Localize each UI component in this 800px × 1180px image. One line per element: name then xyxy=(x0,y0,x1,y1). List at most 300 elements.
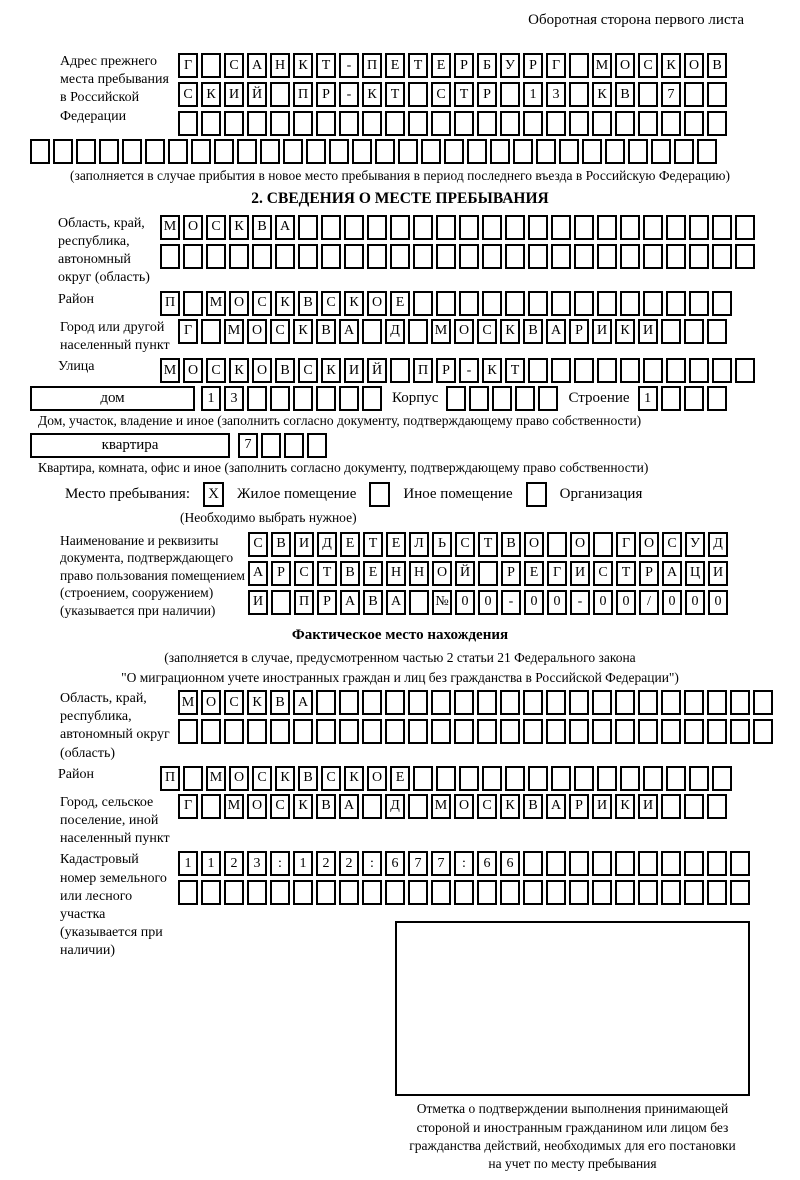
char-cell[interactable] xyxy=(574,358,594,383)
char-cell[interactable] xyxy=(523,851,543,876)
char-cell[interactable]: И xyxy=(224,82,244,107)
char-cell[interactable]: С xyxy=(206,215,226,240)
char-cell[interactable]: И xyxy=(294,532,314,557)
char-cell[interactable]: 0 xyxy=(708,590,728,615)
char-cell[interactable] xyxy=(271,590,291,615)
char-cell[interactable] xyxy=(592,880,612,905)
char-cell[interactable]: В xyxy=(252,215,272,240)
char-cell[interactable] xyxy=(712,766,732,791)
char-cell[interactable] xyxy=(367,244,387,269)
char-cell[interactable]: С xyxy=(477,319,497,344)
checkbox-residential[interactable]: X xyxy=(203,482,224,507)
char-cell[interactable]: П xyxy=(293,82,313,107)
char-cell[interactable]: 2 xyxy=(224,851,244,876)
char-cell[interactable] xyxy=(582,139,602,164)
char-cell[interactable] xyxy=(546,111,566,136)
char-cell[interactable] xyxy=(546,880,566,905)
char-cell[interactable] xyxy=(661,719,681,744)
char-cell[interactable]: К xyxy=(500,319,520,344)
char-cell[interactable] xyxy=(643,358,663,383)
char-cell[interactable] xyxy=(390,358,410,383)
char-cell[interactable] xyxy=(270,880,290,905)
char-cell[interactable] xyxy=(247,719,267,744)
char-cell[interactable] xyxy=(569,851,589,876)
char-cell[interactable]: В xyxy=(523,319,543,344)
char-cell[interactable] xyxy=(661,386,681,411)
char-cell[interactable]: К xyxy=(247,690,267,715)
char-cell[interactable] xyxy=(569,880,589,905)
char-cell[interactable]: А xyxy=(386,590,406,615)
char-cell[interactable]: Н xyxy=(386,561,406,586)
char-cell[interactable]: О xyxy=(247,794,267,819)
char-cell[interactable]: Г xyxy=(547,561,567,586)
char-cell[interactable]: И xyxy=(708,561,728,586)
char-cell[interactable]: Д xyxy=(385,794,405,819)
char-cell[interactable]: И xyxy=(248,590,268,615)
char-cell[interactable] xyxy=(707,851,727,876)
char-cell[interactable]: М xyxy=(592,53,612,78)
char-cell[interactable] xyxy=(275,244,295,269)
char-cell[interactable] xyxy=(546,719,566,744)
char-cell[interactable] xyxy=(339,719,359,744)
char-cell[interactable] xyxy=(398,139,418,164)
char-cell[interactable] xyxy=(551,291,571,316)
char-cell[interactable] xyxy=(523,690,543,715)
char-cell[interactable]: Р xyxy=(523,53,543,78)
char-cell[interactable] xyxy=(270,719,290,744)
char-cell[interactable] xyxy=(574,766,594,791)
char-cell[interactable]: - xyxy=(339,82,359,107)
char-cell[interactable] xyxy=(385,111,405,136)
char-cell[interactable] xyxy=(316,719,336,744)
char-cell[interactable]: Г xyxy=(178,53,198,78)
char-cell[interactable]: Й xyxy=(367,358,387,383)
char-cell[interactable]: С xyxy=(206,358,226,383)
char-cell[interactable] xyxy=(666,358,686,383)
char-cell[interactable] xyxy=(523,111,543,136)
char-cell[interactable] xyxy=(454,111,474,136)
char-cell[interactable] xyxy=(293,386,313,411)
char-cell[interactable] xyxy=(684,111,704,136)
char-cell[interactable]: К xyxy=(592,82,612,107)
char-cell[interactable] xyxy=(490,139,510,164)
char-cell[interactable]: Г xyxy=(178,319,198,344)
char-cell[interactable]: Т xyxy=(363,532,383,557)
char-cell[interactable]: С xyxy=(593,561,613,586)
char-cell[interactable] xyxy=(638,851,658,876)
char-cell[interactable]: - xyxy=(339,53,359,78)
char-cell[interactable] xyxy=(707,82,727,107)
char-cell[interactable] xyxy=(666,291,686,316)
char-cell[interactable] xyxy=(592,719,612,744)
char-cell[interactable] xyxy=(753,719,773,744)
char-cell[interactable]: У xyxy=(500,53,520,78)
char-cell[interactable]: - xyxy=(501,590,521,615)
char-cell[interactable] xyxy=(201,319,221,344)
char-cell[interactable] xyxy=(500,111,520,136)
char-cell[interactable] xyxy=(643,244,663,269)
char-cell[interactable]: А xyxy=(546,794,566,819)
char-cell[interactable] xyxy=(666,244,686,269)
char-cell[interactable]: И xyxy=(638,319,658,344)
char-cell[interactable] xyxy=(76,139,96,164)
char-cell[interactable]: М xyxy=(224,794,244,819)
char-cell[interactable] xyxy=(505,291,525,316)
char-cell[interactable] xyxy=(339,690,359,715)
char-cell[interactable] xyxy=(735,215,755,240)
char-cell[interactable] xyxy=(536,139,556,164)
char-cell[interactable] xyxy=(270,111,290,136)
char-cell[interactable]: Р xyxy=(317,590,337,615)
char-cell[interactable] xyxy=(528,358,548,383)
char-cell[interactable]: С xyxy=(252,766,272,791)
char-cell[interactable] xyxy=(569,690,589,715)
char-cell[interactable] xyxy=(178,719,198,744)
char-cell[interactable] xyxy=(482,244,502,269)
char-cell[interactable] xyxy=(306,139,326,164)
char-cell[interactable] xyxy=(408,794,428,819)
char-cell[interactable]: П xyxy=(413,358,433,383)
char-cell[interactable] xyxy=(431,690,451,715)
char-cell[interactable] xyxy=(247,386,267,411)
char-cell[interactable] xyxy=(229,244,249,269)
char-cell[interactable] xyxy=(362,319,382,344)
char-cell[interactable] xyxy=(730,690,750,715)
char-cell[interactable] xyxy=(689,358,709,383)
apartment-field-box[interactable]: квартира xyxy=(30,433,230,458)
char-cell[interactable]: И xyxy=(638,794,658,819)
char-cell[interactable]: Г xyxy=(616,532,636,557)
char-cell[interactable] xyxy=(362,880,382,905)
char-cell[interactable] xyxy=(528,244,548,269)
char-cell[interactable]: П xyxy=(160,291,180,316)
char-cell[interactable] xyxy=(689,215,709,240)
char-cell[interactable] xyxy=(270,386,290,411)
char-cell[interactable]: М xyxy=(160,358,180,383)
char-cell[interactable]: А xyxy=(275,215,295,240)
char-cell[interactable]: Ь xyxy=(432,532,452,557)
char-cell[interactable] xyxy=(482,766,502,791)
char-cell[interactable]: Р xyxy=(436,358,456,383)
char-cell[interactable]: К xyxy=(229,358,249,383)
char-cell[interactable]: 0 xyxy=(685,590,705,615)
char-cell[interactable] xyxy=(408,719,428,744)
char-cell[interactable] xyxy=(201,880,221,905)
char-cell[interactable]: С xyxy=(178,82,198,107)
char-cell[interactable] xyxy=(689,291,709,316)
char-cell[interactable] xyxy=(730,880,750,905)
char-cell[interactable]: К xyxy=(615,319,635,344)
char-cell[interactable] xyxy=(735,244,755,269)
char-cell[interactable] xyxy=(547,532,567,557)
char-cell[interactable]: С xyxy=(321,291,341,316)
char-cell[interactable]: С xyxy=(431,82,451,107)
char-cell[interactable] xyxy=(408,880,428,905)
char-cell[interactable]: М xyxy=(224,319,244,344)
char-cell[interactable]: Е xyxy=(390,291,410,316)
char-cell[interactable]: О xyxy=(454,319,474,344)
char-cell[interactable]: В xyxy=(298,766,318,791)
char-cell[interactable]: Й xyxy=(455,561,475,586)
char-cell[interactable] xyxy=(375,139,395,164)
char-cell[interactable] xyxy=(390,244,410,269)
char-cell[interactable] xyxy=(513,139,533,164)
char-cell[interactable] xyxy=(651,139,671,164)
char-cell[interactable]: Т xyxy=(505,358,525,383)
char-cell[interactable] xyxy=(413,291,433,316)
char-cell[interactable]: В xyxy=(316,794,336,819)
char-cell[interactable]: К xyxy=(229,215,249,240)
char-cell[interactable]: Т xyxy=(478,532,498,557)
char-cell[interactable] xyxy=(505,244,525,269)
char-cell[interactable]: : xyxy=(270,851,290,876)
char-cell[interactable] xyxy=(661,319,681,344)
char-cell[interactable]: 0 xyxy=(455,590,475,615)
char-cell[interactable] xyxy=(615,690,635,715)
char-cell[interactable] xyxy=(408,82,428,107)
char-cell[interactable] xyxy=(454,880,474,905)
char-cell[interactable]: Р xyxy=(569,319,589,344)
char-cell[interactable]: А xyxy=(247,53,267,78)
char-cell[interactable]: В xyxy=(316,319,336,344)
char-cell[interactable] xyxy=(569,719,589,744)
checkbox-other-premises[interactable] xyxy=(369,482,390,507)
char-cell[interactable] xyxy=(684,319,704,344)
char-cell[interactable]: Ц xyxy=(685,561,705,586)
char-cell[interactable] xyxy=(574,244,594,269)
char-cell[interactable]: Г xyxy=(546,53,566,78)
char-cell[interactable]: О xyxy=(201,690,221,715)
char-cell[interactable]: 6 xyxy=(477,851,497,876)
char-cell[interactable] xyxy=(409,590,429,615)
char-cell[interactable]: № xyxy=(432,590,452,615)
char-cell[interactable] xyxy=(201,53,221,78)
char-cell[interactable]: О xyxy=(247,319,267,344)
char-cell[interactable]: Л xyxy=(409,532,429,557)
char-cell[interactable] xyxy=(500,719,520,744)
char-cell[interactable]: В xyxy=(363,590,383,615)
char-cell[interactable]: С xyxy=(270,794,290,819)
char-cell[interactable] xyxy=(620,215,640,240)
char-cell[interactable] xyxy=(523,880,543,905)
char-cell[interactable]: У xyxy=(685,532,705,557)
char-cell[interactable] xyxy=(408,319,428,344)
char-cell[interactable] xyxy=(362,794,382,819)
char-cell[interactable] xyxy=(593,532,613,557)
char-cell[interactable] xyxy=(684,794,704,819)
char-cell[interactable]: К xyxy=(293,794,313,819)
char-cell[interactable] xyxy=(459,766,479,791)
char-cell[interactable] xyxy=(444,139,464,164)
char-cell[interactable]: М xyxy=(160,215,180,240)
char-cell[interactable]: О xyxy=(639,532,659,557)
char-cell[interactable]: К xyxy=(321,358,341,383)
char-cell[interactable] xyxy=(260,139,280,164)
char-cell[interactable] xyxy=(467,139,487,164)
char-cell[interactable] xyxy=(638,880,658,905)
char-cell[interactable] xyxy=(477,111,497,136)
char-cell[interactable]: 3 xyxy=(247,851,267,876)
char-cell[interactable] xyxy=(178,111,198,136)
char-cell[interactable]: В xyxy=(298,291,318,316)
char-cell[interactable] xyxy=(615,851,635,876)
char-cell[interactable] xyxy=(538,386,558,411)
char-cell[interactable]: Т xyxy=(317,561,337,586)
char-cell[interactable] xyxy=(237,139,257,164)
char-cell[interactable]: А xyxy=(546,319,566,344)
char-cell[interactable]: Н xyxy=(270,53,290,78)
char-cell[interactable]: К xyxy=(293,319,313,344)
char-cell[interactable]: 1 xyxy=(201,851,221,876)
char-cell[interactable] xyxy=(707,794,727,819)
char-cell[interactable]: Г xyxy=(178,794,198,819)
char-cell[interactable]: О xyxy=(524,532,544,557)
char-cell[interactable]: О xyxy=(183,358,203,383)
char-cell[interactable]: 1 xyxy=(201,386,221,411)
char-cell[interactable] xyxy=(620,244,640,269)
char-cell[interactable]: - xyxy=(570,590,590,615)
char-cell[interactable]: М xyxy=(206,766,226,791)
char-cell[interactable] xyxy=(707,880,727,905)
char-cell[interactable] xyxy=(145,139,165,164)
char-cell[interactable]: О xyxy=(229,291,249,316)
char-cell[interactable] xyxy=(707,386,727,411)
char-cell[interactable] xyxy=(707,319,727,344)
char-cell[interactable] xyxy=(559,139,579,164)
char-cell[interactable]: 7 xyxy=(238,433,258,458)
char-cell[interactable] xyxy=(505,215,525,240)
char-cell[interactable]: А xyxy=(339,319,359,344)
char-cell[interactable]: Б xyxy=(477,53,497,78)
char-cell[interactable] xyxy=(684,880,704,905)
char-cell[interactable]: К xyxy=(344,291,364,316)
char-cell[interactable] xyxy=(638,719,658,744)
char-cell[interactable] xyxy=(201,111,221,136)
char-cell[interactable] xyxy=(712,215,732,240)
char-cell[interactable]: В xyxy=(523,794,543,819)
char-cell[interactable] xyxy=(500,82,520,107)
char-cell[interactable] xyxy=(431,719,451,744)
char-cell[interactable]: Т xyxy=(454,82,474,107)
char-cell[interactable]: В xyxy=(501,532,521,557)
char-cell[interactable]: Т xyxy=(408,53,428,78)
char-cell[interactable] xyxy=(528,215,548,240)
char-cell[interactable] xyxy=(293,111,313,136)
char-cell[interactable] xyxy=(344,215,364,240)
char-cell[interactable] xyxy=(482,291,502,316)
char-cell[interactable] xyxy=(569,111,589,136)
char-cell[interactable] xyxy=(707,719,727,744)
char-cell[interactable]: В xyxy=(271,532,291,557)
char-cell[interactable]: Е xyxy=(363,561,383,586)
char-cell[interactable] xyxy=(753,690,773,715)
char-cell[interactable]: 3 xyxy=(546,82,566,107)
char-cell[interactable]: Д xyxy=(317,532,337,557)
char-cell[interactable] xyxy=(362,386,382,411)
char-cell[interactable]: Р xyxy=(477,82,497,107)
char-cell[interactable] xyxy=(201,794,221,819)
char-cell[interactable] xyxy=(482,215,502,240)
char-cell[interactable] xyxy=(283,139,303,164)
char-cell[interactable] xyxy=(551,215,571,240)
char-cell[interactable] xyxy=(206,244,226,269)
char-cell[interactable] xyxy=(160,244,180,269)
char-cell[interactable] xyxy=(53,139,73,164)
char-cell[interactable] xyxy=(247,111,267,136)
char-cell[interactable]: Т xyxy=(316,53,336,78)
char-cell[interactable] xyxy=(684,851,704,876)
char-cell[interactable] xyxy=(362,111,382,136)
char-cell[interactable]: 0 xyxy=(478,590,498,615)
char-cell[interactable]: Е xyxy=(385,53,405,78)
char-cell[interactable] xyxy=(574,215,594,240)
char-cell[interactable] xyxy=(436,215,456,240)
char-cell[interactable]: С xyxy=(252,291,272,316)
char-cell[interactable] xyxy=(684,690,704,715)
char-cell[interactable] xyxy=(730,851,750,876)
char-cell[interactable]: 3 xyxy=(224,386,244,411)
char-cell[interactable]: С xyxy=(224,690,244,715)
char-cell[interactable] xyxy=(546,851,566,876)
char-cell[interactable] xyxy=(459,291,479,316)
char-cell[interactable]: 1 xyxy=(178,851,198,876)
char-cell[interactable]: Р xyxy=(639,561,659,586)
char-cell[interactable] xyxy=(367,215,387,240)
char-cell[interactable]: Е xyxy=(386,532,406,557)
char-cell[interactable] xyxy=(643,291,663,316)
char-cell[interactable]: 7 xyxy=(661,82,681,107)
char-cell[interactable] xyxy=(408,111,428,136)
char-cell[interactable]: 1 xyxy=(523,82,543,107)
char-cell[interactable] xyxy=(247,880,267,905)
char-cell[interactable] xyxy=(339,111,359,136)
char-cell[interactable]: В xyxy=(275,358,295,383)
char-cell[interactable]: Е xyxy=(431,53,451,78)
char-cell[interactable] xyxy=(362,690,382,715)
char-cell[interactable]: О xyxy=(183,215,203,240)
char-cell[interactable]: К xyxy=(500,794,520,819)
checkbox-organization[interactable] xyxy=(526,482,547,507)
char-cell[interactable] xyxy=(122,139,142,164)
char-cell[interactable] xyxy=(30,139,50,164)
char-cell[interactable]: К xyxy=(362,82,382,107)
char-cell[interactable]: Р xyxy=(454,53,474,78)
char-cell[interactable]: К xyxy=(482,358,502,383)
char-cell[interactable]: В xyxy=(707,53,727,78)
char-cell[interactable]: 0 xyxy=(547,590,567,615)
char-cell[interactable]: Р xyxy=(316,82,336,107)
char-cell[interactable]: С xyxy=(477,794,497,819)
char-cell[interactable]: С xyxy=(298,358,318,383)
char-cell[interactable]: : xyxy=(362,851,382,876)
char-cell[interactable] xyxy=(261,433,281,458)
char-cell[interactable] xyxy=(492,386,512,411)
char-cell[interactable] xyxy=(316,690,336,715)
char-cell[interactable]: Е xyxy=(390,766,410,791)
char-cell[interactable]: О xyxy=(367,766,387,791)
char-cell[interactable] xyxy=(183,766,203,791)
char-cell[interactable] xyxy=(477,690,497,715)
char-cell[interactable] xyxy=(628,139,648,164)
char-cell[interactable] xyxy=(201,719,221,744)
char-cell[interactable]: К xyxy=(344,766,364,791)
char-cell[interactable]: С xyxy=(224,53,244,78)
char-cell[interactable]: 2 xyxy=(339,851,359,876)
char-cell[interactable]: Р xyxy=(569,794,589,819)
char-cell[interactable]: Е xyxy=(340,532,360,557)
char-cell[interactable] xyxy=(592,111,612,136)
char-cell[interactable] xyxy=(684,719,704,744)
